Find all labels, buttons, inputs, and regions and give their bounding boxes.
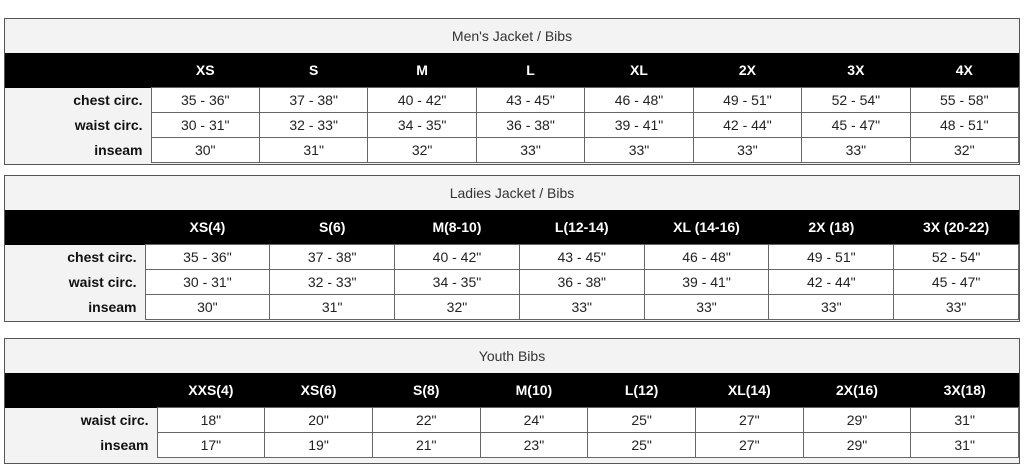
table-cell: 24" <box>480 408 588 433</box>
table-cell: 52 - 54" <box>802 88 910 113</box>
youth-size-table <box>4 338 1020 464</box>
table-row <box>5 138 1019 163</box>
table-cell: 27" <box>695 433 803 458</box>
header-corner <box>5 53 151 88</box>
table-cell: 43 - 45" <box>476 88 584 113</box>
size-header: 2X (18) <box>769 210 894 245</box>
ladies-table <box>5 210 1019 320</box>
size-header: 2X <box>693 53 801 88</box>
table-cell: 33" <box>894 295 1019 320</box>
table-cell: 30 - 31" <box>145 270 270 295</box>
size-header: 3X(18) <box>911 373 1019 408</box>
table-cell: 27" <box>695 408 803 433</box>
size-header: XXS(4) <box>157 373 265 408</box>
youth-header-row <box>5 373 1019 408</box>
size-header: S(6) <box>270 210 395 245</box>
ladies-table-title: Ladies Jacket / Bibs <box>449 185 575 201</box>
table-cell: 42 - 44" <box>769 270 894 295</box>
size-header: L <box>476 53 584 88</box>
table-row <box>5 408 1019 433</box>
row-label: inseam <box>5 433 157 458</box>
table-row <box>5 245 1019 270</box>
table-cell: 30" <box>151 138 259 163</box>
row-label: chest circ. <box>5 245 145 270</box>
table-cell: 55 - 58" <box>910 88 1018 113</box>
table-cell: 33" <box>476 138 584 163</box>
header-corner <box>5 210 145 245</box>
size-header: L(12-14) <box>519 210 644 245</box>
table-cell: 32 - 33" <box>259 113 367 138</box>
table-cell: 31" <box>270 295 395 320</box>
header-corner <box>5 373 157 408</box>
table-cell: 30 - 31" <box>151 113 259 138</box>
table-cell: 22" <box>372 408 480 433</box>
table-cell: 30" <box>145 295 270 320</box>
table-cell: 40 - 42" <box>368 88 476 113</box>
table-cell: 32" <box>910 138 1018 163</box>
table-cell: 31" <box>911 433 1019 458</box>
row-label: waist circ. <box>5 270 145 295</box>
table-cell: 35 - 36" <box>145 245 270 270</box>
table-cell: 29" <box>803 408 911 433</box>
table-cell: 33" <box>585 138 693 163</box>
table-cell: 37 - 38" <box>270 245 395 270</box>
table-cell: 33" <box>693 138 801 163</box>
youth-table-title: Youth Bibs <box>478 348 546 364</box>
table-cell: 32" <box>395 295 520 320</box>
size-header: S(8) <box>372 373 480 408</box>
table-cell: 46 - 48" <box>585 88 693 113</box>
mens-header-row <box>5 53 1019 88</box>
row-label: inseam <box>5 295 145 320</box>
size-header: 3X <box>802 53 910 88</box>
row-label: waist circ. <box>5 113 151 138</box>
mens-table-title: Men's Jacket / Bibs <box>451 28 573 44</box>
table-cell: 17" <box>157 433 265 458</box>
ladies-size-table <box>4 175 1020 322</box>
table-cell: 36 - 38" <box>519 270 644 295</box>
size-header: M <box>368 53 476 88</box>
table-row <box>5 270 1019 295</box>
table-cell: 33" <box>644 295 769 320</box>
table-cell: 35 - 36" <box>151 88 259 113</box>
table-cell: 21" <box>372 433 480 458</box>
table-cell: 32" <box>368 138 476 163</box>
row-label: chest circ. <box>5 88 151 113</box>
size-header: 3X (20-22) <box>894 210 1019 245</box>
size-header: 4X <box>910 53 1018 88</box>
table-cell: 40 - 42" <box>395 245 520 270</box>
table-cell: 18" <box>157 408 265 433</box>
table-cell: 37 - 38" <box>259 88 367 113</box>
table-cell: 19" <box>265 433 373 458</box>
table-cell: 20" <box>265 408 373 433</box>
table-cell: 43 - 45" <box>519 245 644 270</box>
table-cell: 39 - 41" <box>585 113 693 138</box>
row-label: waist circ. <box>5 408 157 433</box>
table-cell: 39 - 41" <box>644 270 769 295</box>
table-cell: 36 - 38" <box>476 113 584 138</box>
size-header: XS(4) <box>145 210 270 245</box>
table-cell: 48 - 51" <box>910 113 1018 138</box>
table-cell: 45 - 47" <box>894 270 1019 295</box>
table-cell: 34 - 35" <box>368 113 476 138</box>
youth-table <box>5 373 1019 458</box>
table-cell: 31" <box>911 408 1019 433</box>
table-cell: 49 - 51" <box>769 245 894 270</box>
table-row <box>5 295 1019 320</box>
size-header: XS(6) <box>265 373 373 408</box>
table-row <box>5 88 1019 113</box>
size-header: XL <box>585 53 693 88</box>
table-row <box>5 433 1019 458</box>
table-cell: 42 - 44" <box>693 113 801 138</box>
table-cell: 29" <box>803 433 911 458</box>
table-cell: 45 - 47" <box>802 113 910 138</box>
table-cell: 31" <box>259 138 367 163</box>
size-header: M(10) <box>480 373 588 408</box>
size-header: XL (14-16) <box>644 210 769 245</box>
size-header: S <box>259 53 367 88</box>
table-cell: 34 - 35" <box>395 270 520 295</box>
size-header: L(12) <box>588 373 696 408</box>
table-cell: 33" <box>802 138 910 163</box>
size-header: XS <box>151 53 259 88</box>
table-cell: 25" <box>588 433 696 458</box>
table-cell: 23" <box>480 433 588 458</box>
mens-table <box>5 53 1019 163</box>
size-header: M(8-10) <box>395 210 520 245</box>
mens-size-table <box>4 18 1020 165</box>
table-cell: 33" <box>519 295 644 320</box>
table-cell: 49 - 51" <box>693 88 801 113</box>
table-cell: 32 - 33" <box>270 270 395 295</box>
row-label: inseam <box>5 138 151 163</box>
table-cell: 33" <box>769 295 894 320</box>
table-row <box>5 113 1019 138</box>
table-cell: 46 - 48" <box>644 245 769 270</box>
ladies-header-row <box>5 210 1019 245</box>
table-cell: 25" <box>588 408 696 433</box>
size-header: XL(14) <box>695 373 803 408</box>
size-header: 2X(16) <box>803 373 911 408</box>
table-cell: 52 - 54" <box>894 245 1019 270</box>
